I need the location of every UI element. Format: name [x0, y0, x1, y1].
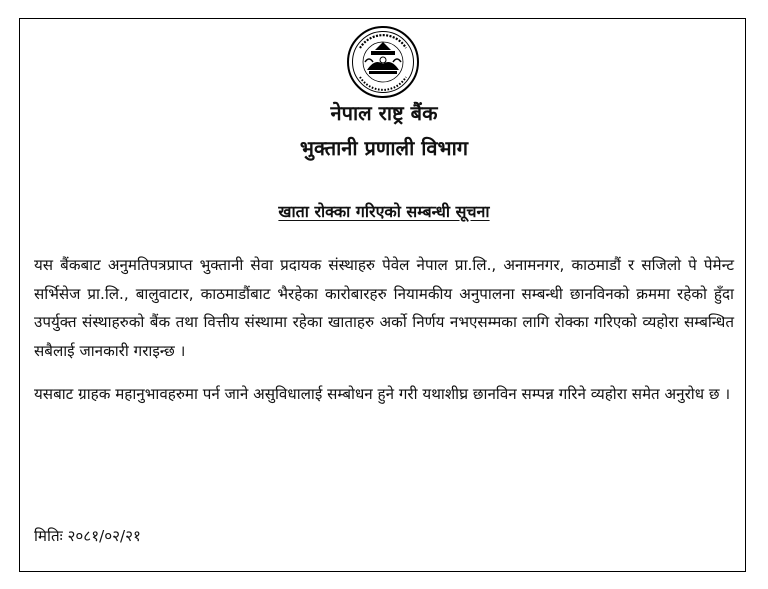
organization-name: नेपाल राष्ट्र बैंक — [330, 101, 438, 125]
notice-paragraph-2: यसबाट ग्राहक महानुभावहरुमा पर्न जाने असुविधालाई सम्बोधन हुने गरी यथाशीघ्र छानविन सम्पन्न गरिने व्यहोरा समेत अनुरोध छ । — [34, 385, 731, 403]
department-name: भुक्तानी प्रणाली विभाग — [299, 136, 469, 160]
notice-date: मितिः २०८१/०२/२१ — [34, 527, 141, 545]
bank-seal-logo — [345, 24, 421, 100]
notice-paragraph-1: यस बैंकबाट अनुमतिपत्रप्राप्त भुक्तानी सेवा प्रदायक संस्थाहरु पेवेल नेपाल प्रा.लि., अनामनगर, काठमाडौं र सजिलो पे पेमेन्ट सर्भिसेज प्रा.लि., बालुवाटार, काठमाडौंबाट भैरहेका कारोबारहरु नियामकीय अनुपालना सम्बन्धी छानविनको क्रममा रहेको हुँदा उपर्युक्त संस्थाहरुको बैंक तथा वित्तीय संस्थामा रहेका खाताहरु अर्को निर्णय नभएसम्मका लागि रोक्का गरिएको व्यहोरा सम्बन्धित सबैलाई जानकारी गराइन्छ । — [34, 256, 734, 360]
notice-subject-container — [0, 200, 768, 222]
notice-subject: खाता रोक्का गरिएको सम्बन्धी सूचना — [278, 202, 490, 221]
